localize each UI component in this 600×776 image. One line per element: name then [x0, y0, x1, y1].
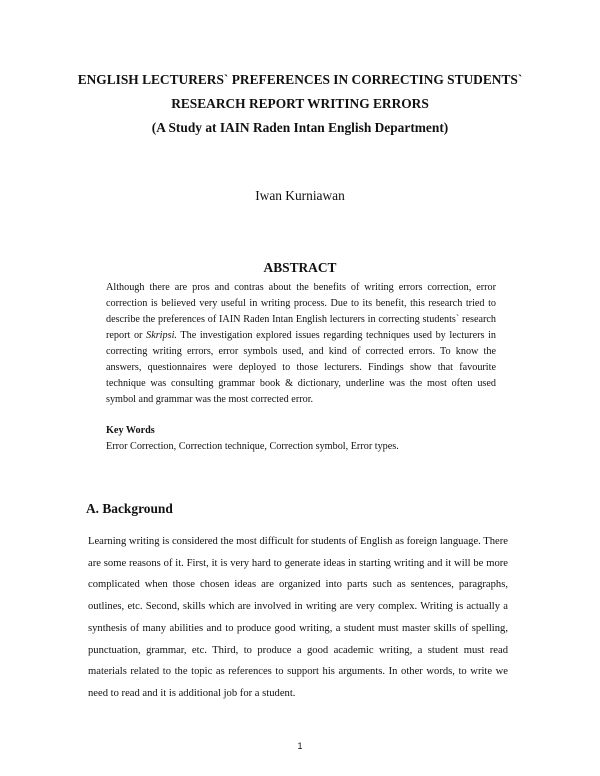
author-name: Iwan Kurniawan [255, 188, 345, 203]
abstract-text-part-2: The investigation explored issues regarding techniques used by lecturers in correcting writing errors, error symbols used, and kind of corrected errors. To know the answers, questionnaires were deployed to those lecturers. Findings show that favourite technique was consulting grammar book & dictionary, underline was the most often used symbol and grammar was the most corrected error. [106, 330, 497, 405]
abstract-body [106, 280, 496, 408]
page-number: 1 [297, 741, 303, 751]
paper-subtitle: (A Study at IAIN Raden Intan English Department) [151, 120, 449, 135]
abstract-text-italic: Skripsi. [146, 330, 177, 341]
keywords-list: Error Correction, Correction technique, Correction symbol, Error types. [106, 441, 399, 452]
background-paragraph: Learning writing is considered the most difficult for students of English as foreign language. There are some reasons of it. First, it is very hard to generate ideas in starting writing and it will be more complicated when those chosen ideas are organized into parts such as sentences, paragraphs, outlines, etc. Second, skills which are involved in writing are very complex. Writing is actually a synthesis of many abilities and to produce good writing, a student must master skills of spelling, punctuation, grammar, etc. Third, to produce a good academic writing, a student must read materials related to the topic as references to support his arguments. In other words, to write we need to read and it is additional job for a student. [88, 536, 508, 699]
abstract-heading: ABSTRACT [263, 260, 337, 275]
section-heading-background: A. Background [86, 501, 173, 516]
paper-title-line-1: ENGLISH LECTURERS` PREFERENCES IN CORRECTING STUDENTS` [77, 72, 523, 87]
abstract-text-part-1: Although there are pros and contras about the benefits of writing errors correction, error correction is believed very useful in writing process. Due to its benefit, this research tried to describe the preferences of IAIN Raden Intan English lecturers in correcting students` research report or [106, 282, 496, 341]
paper-title-line-2: RESEARCH REPORT WRITING ERRORS [171, 96, 429, 111]
keywords-heading: Key Words [106, 425, 155, 436]
